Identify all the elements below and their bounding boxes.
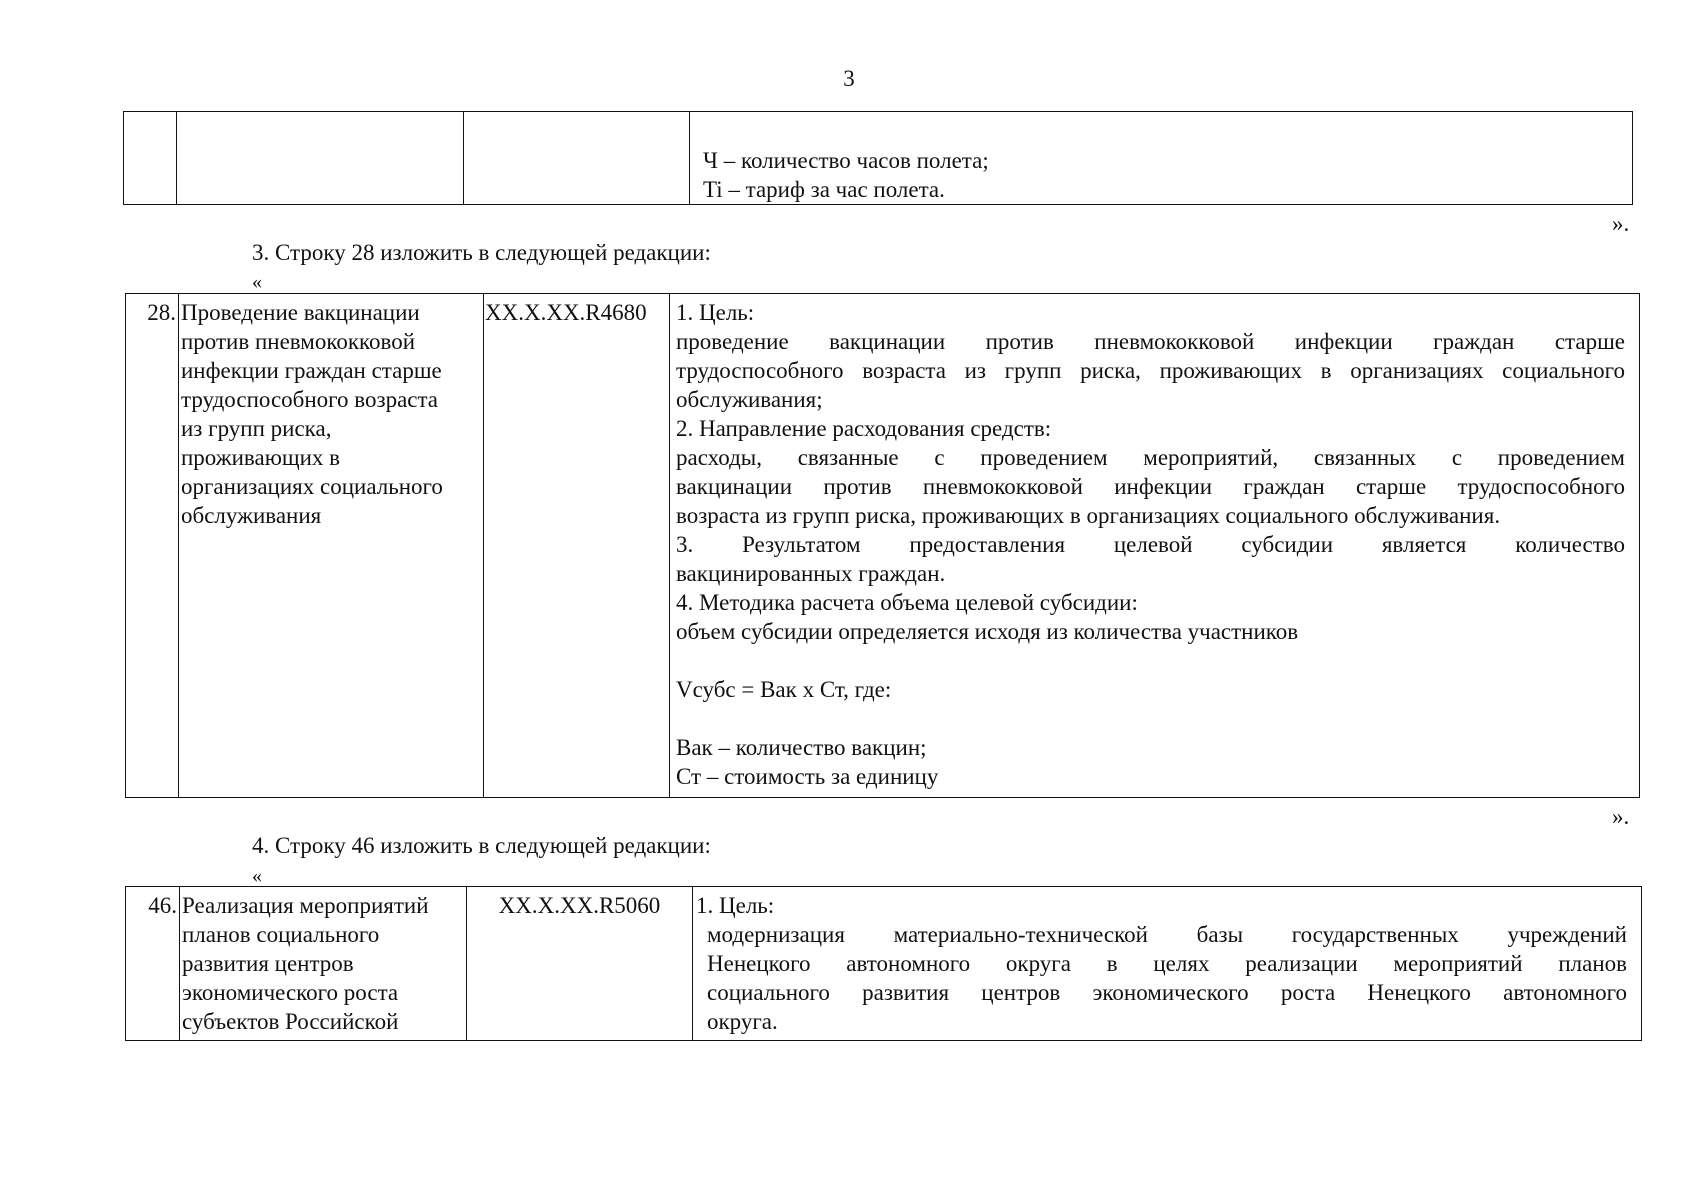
text-line: социального развития центров экономического роста Ненецкого автономного bbox=[707, 980, 1627, 1005]
text-line: Реализация мероприятий bbox=[182, 893, 429, 918]
text-line: Ч – количество часов полета; bbox=[703, 148, 989, 173]
text-line: обслуживания; bbox=[676, 387, 823, 412]
number-cell bbox=[124, 112, 177, 205]
opening-quote: « bbox=[252, 865, 262, 887]
text-line: Ti – тариф за час полета. bbox=[703, 177, 945, 202]
row-description bbox=[693, 887, 1642, 1041]
text-line: округа. bbox=[707, 1009, 778, 1034]
row-code: XX.X.XX.R4680 bbox=[484, 294, 670, 798]
table-row bbox=[126, 294, 1640, 798]
row-number: 46. bbox=[126, 887, 180, 1041]
text-line: планов социального bbox=[182, 922, 380, 947]
text-line: вакцинации против пневмококковой инфекции граждан старше трудоспособного bbox=[676, 474, 1625, 499]
text-line: против пневмококковой bbox=[181, 329, 416, 354]
text-line: трудоспособного возраста bbox=[181, 387, 439, 412]
opening-quote: « bbox=[252, 271, 262, 293]
formula: Vсубс = Вак x Ст, где: bbox=[676, 677, 892, 702]
text-line: вакцинированных граждан. bbox=[676, 561, 946, 586]
name-cell bbox=[177, 112, 464, 205]
text-line: развития центров bbox=[182, 951, 354, 976]
text-line: обслуживания bbox=[181, 503, 322, 528]
text-line: 2. Направление расходования средств: bbox=[676, 416, 1052, 441]
row-name bbox=[179, 294, 484, 798]
table-row bbox=[126, 887, 1642, 1041]
text-line: субъектов Российской bbox=[182, 1009, 399, 1034]
text-line: Вак – количество вакцин; bbox=[676, 735, 927, 760]
code-cell bbox=[464, 112, 690, 205]
closing-quote: ». bbox=[1612, 804, 1630, 829]
text-line: расходы, связанные с проведением мероприятий, связанных с проведением bbox=[676, 445, 1625, 470]
text-line: проживающих в bbox=[181, 445, 341, 470]
text-line: Ст – стоимость за единицу bbox=[676, 764, 939, 789]
text-line: организациях социального bbox=[181, 474, 443, 499]
text-line: экономического роста bbox=[182, 980, 399, 1005]
text-line: 1. Цель: bbox=[696, 893, 775, 918]
text-line: 4. Методика расчета объема целевой субсидии: bbox=[676, 590, 1138, 615]
text-line: возраста из групп риска, проживающих в организациях социального обслуживания. bbox=[676, 503, 1501, 528]
text-line: 3. Результатом предоставления целевой субсидии является количество bbox=[676, 532, 1625, 557]
row-code: XX.X.XX.R5060 bbox=[467, 887, 693, 1041]
row-description bbox=[670, 294, 1640, 798]
closing-quote: ». bbox=[1612, 211, 1630, 236]
text-line: объем субсидии определяется исходя из количества участников bbox=[676, 619, 1299, 644]
row-46-table bbox=[125, 886, 1642, 1041]
text-line: трудоспособного возраста из групп риска, проживающих в организациях социального bbox=[676, 358, 1625, 383]
text-line: Ненецкого автономного округа в целях реализации мероприятий планов bbox=[707, 951, 1627, 976]
text-line: из групп риска, bbox=[181, 416, 332, 441]
continuation-table bbox=[123, 111, 1633, 205]
table-row bbox=[124, 112, 1633, 205]
page-number: 3 bbox=[843, 66, 855, 91]
section-heading: 3. Строку 28 изложить в следующей редакции: bbox=[252, 240, 711, 265]
text-line: 1. Цель: bbox=[676, 300, 755, 325]
section-heading: 4. Строку 46 изложить в следующей редакции: bbox=[252, 833, 711, 858]
text-line: проведение вакцинации против пневмококковой инфекции граждан старше bbox=[676, 329, 1625, 354]
text-line: инфекции граждан старше bbox=[181, 358, 442, 383]
text-line: Проведение вакцинации bbox=[181, 300, 420, 325]
row-28-table bbox=[125, 293, 1640, 798]
description-cell bbox=[690, 112, 1633, 205]
row-number: 28. bbox=[126, 294, 179, 798]
text-line: модернизация материально-технической базы государственных учреждений bbox=[707, 922, 1627, 947]
row-name bbox=[180, 887, 467, 1041]
